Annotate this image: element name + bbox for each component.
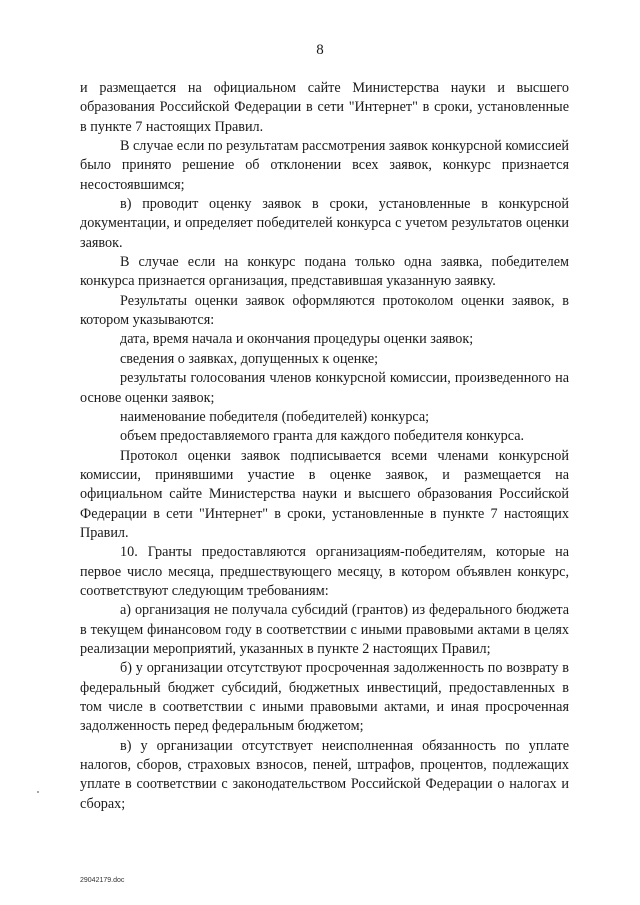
document-body [80,79,569,814]
paragraph: В случае если на конкурс подана только одна заявка, победителем конкурса признается организация, представившая указанную заявку. [80,254,569,290]
paragraph: В случае если по результатам рассмотрения заявок конкурсной комиссией было принято решение об отклонении всех заявок, конкурс признается несостоявшимся; [80,138,569,193]
paragraph: 10. Гранты предоставляются организациям-победителям, которые на первое число месяца, предшествующего месяцу, в котором объявлен конкурс, соответствуют следующим требованиям: [80,544,569,599]
paragraph: а) организация не получала субсидий (грантов) из федерального бюджета в текущем финансовом году в соответствии с иными правовыми актами в целях реализации мероприятий, указанных в пункте 2 настоящих Правил; [80,602,569,657]
paragraph: в) у организации отсутствует неисполненная обязанность по уплате налогов, сборов, страховых взносов, пеней, штрафов, процентов, подлежащих уплате в соответствии с законодательством Российской Федерации о налогах и сборах; [80,737,569,812]
page-number: 8 [316,42,324,58]
paragraph: результаты голосования членов конкурсной комиссии, произведенного на основе оценки заявок; [80,370,569,406]
paragraph: в) проводит оценку заявок в сроки, установленные в конкурсной документации, и определяет победителей конкурса с учетом результатов оценки заявок. [80,196,569,251]
paragraph: Результаты оценки заявок оформляются протоколом оценки заявок, в котором указываются: [80,292,569,329]
paragraph: сведения о заявках, допущенных к оценке; [120,350,379,367]
paragraph: объем предоставляемого гранта для каждого победителя конкурса. [120,428,525,445]
paragraph: дата, время начала и окончания процедуры оценки заявок; [120,331,474,348]
file-name-footer: 29042179.doc [80,877,125,884]
scan-speck [37,791,39,793]
paragraph: наименование победителя (победителей) конкурса; [120,408,430,425]
paragraph: Протокол оценки заявок подписывается всеми членами конкурсной комиссии, принявшими участие в оценке заявок, и размещается на официальном сайте Министерства науки и высшего образования Российской Федерации в сети "Интернет" в сроки, установленные в пункте 7 настоящих Правил. [80,447,569,541]
paragraph: б) у организации отсутствуют просроченная задолженность по возврату в федеральный бюджет субсидий, бюджетных инвестиций, предоставленных в том числе в соответствии с иными правовыми актами, и иная просроченная задолженность перед федеральным бюджетом; [80,660,569,735]
paragraph: и размещается на официальном сайте Министерства науки и высшего образования Российской Федерации в сети "Интернет" в сроки, установленные в пункте 7 настоящих Правил. [80,80,569,135]
